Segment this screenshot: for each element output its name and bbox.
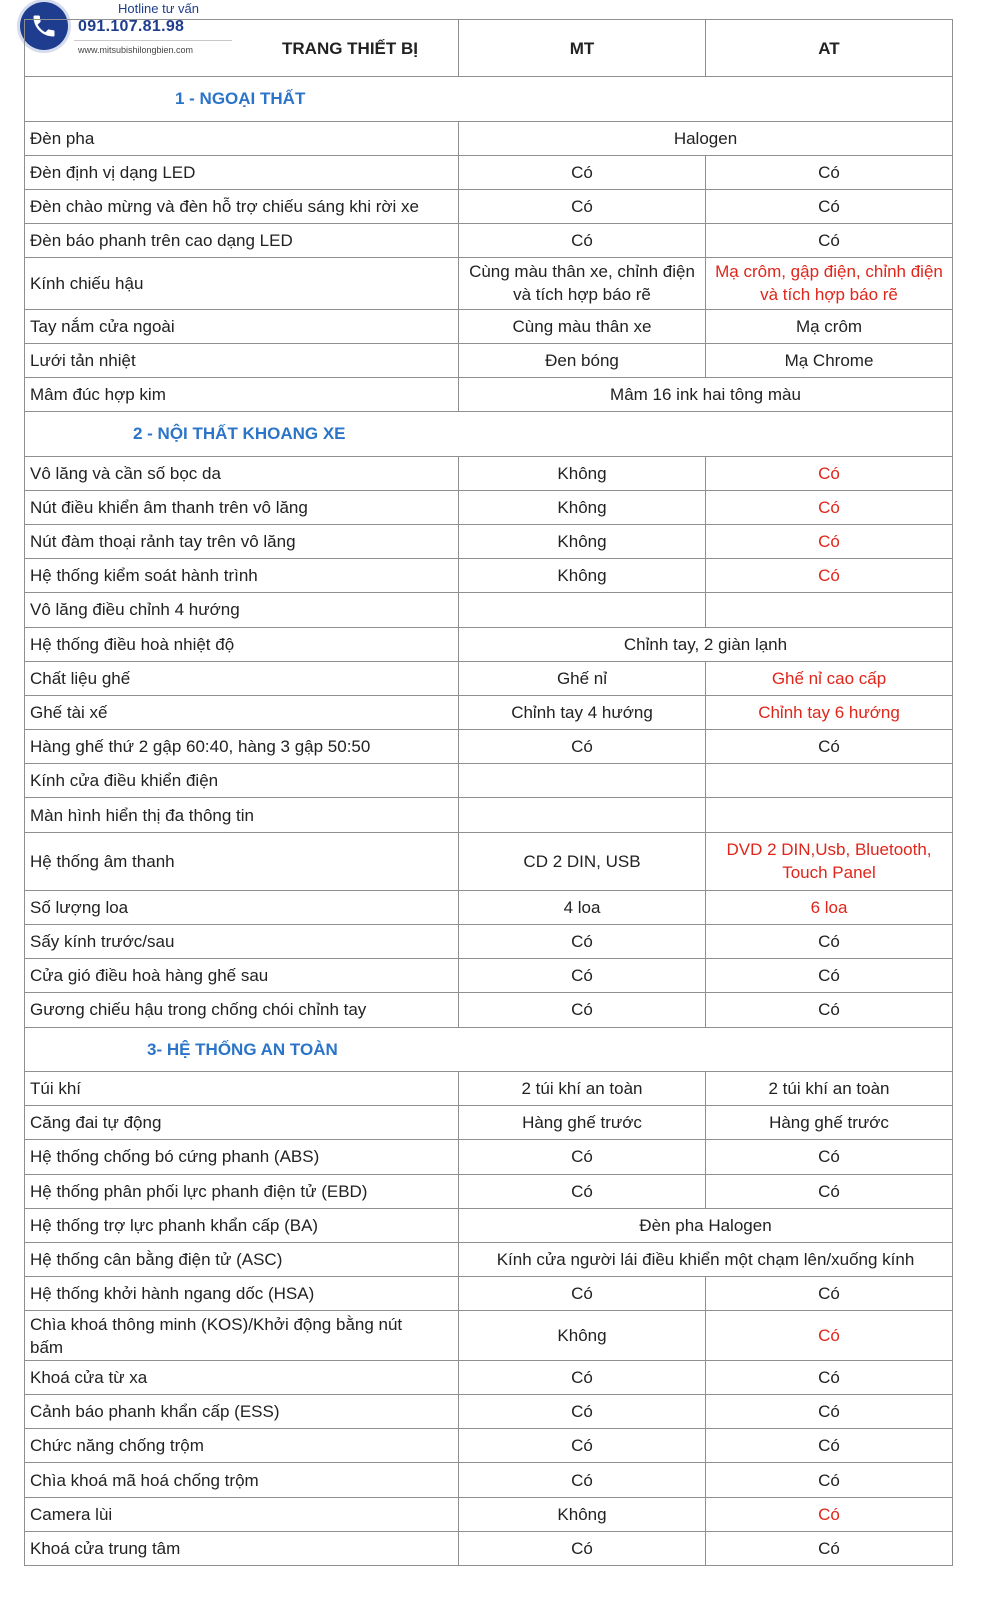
table-row [25,924,953,958]
feature-value-at: Có [706,524,953,558]
feature-value-at: Mạ crôm [706,309,953,343]
table-row [25,1106,953,1140]
feature-value-mt: Cùng màu thân xe [459,309,706,343]
table-row [25,224,953,258]
feature-value-mt: Không [459,1497,706,1531]
feature-name: Hệ thống điều hoà nhiệt độ [25,627,459,661]
feature-value-at: Có [706,224,953,258]
table-row [25,959,953,993]
section-row [25,1027,953,1072]
feature-value-mt: Có [459,1277,706,1311]
feature-name: Căng đai tự động [25,1106,459,1140]
feature-value-mt: Có [459,224,706,258]
feature-value-mt: Có [459,730,706,764]
feature-name: Lưới tản nhiệt [25,343,459,377]
feature-value-at: Có [706,1277,953,1311]
feature-name: Chìa khoá thông minh (KOS)/Khởi động bằng nút bấm [25,1311,459,1361]
feature-name: Hệ thống kiểm soát hành trình [25,559,459,593]
table-row [25,524,953,558]
feature-value-at: Có [706,1531,953,1565]
feature-name: Hàng ghế thứ 2 gập 60:40, hàng 3 gập 50:50 [25,730,459,764]
column-header-at: AT [706,20,953,77]
feature-value-mt: Không [459,456,706,490]
table-row [25,764,953,798]
table-row [25,1277,953,1311]
feature-value-both: Halogen [459,121,953,155]
feature-name: Hệ thống phân phối lực phanh điện tử (EBD) [25,1174,459,1208]
feature-value-at: Có [706,189,953,223]
feature-value-at: Ghế nỉ cao cấp [706,661,953,695]
table-row [25,798,953,832]
table-row [25,1242,953,1276]
feature-name: Nút đàm thoại rảnh tay trên vô lăng [25,524,459,558]
feature-name: Tay nắm cửa ngoài [25,309,459,343]
feature-name: Kính chiếu hậu [25,258,459,309]
section-title: 2 - NỘI THẤT KHOANG XE [25,412,953,457]
section-row [25,412,953,457]
feature-value-at: Có [706,1463,953,1497]
feature-value-at: Có [706,924,953,958]
feature-value-mt [459,593,706,627]
feature-value-at [706,593,953,627]
feature-value-at: Có [706,730,953,764]
feature-value-mt: Có [459,155,706,189]
feature-value-mt: Hàng ghế trước [459,1106,706,1140]
feature-name: Hệ thống khởi hành ngang dốc (HSA) [25,1277,459,1311]
table-row [25,377,953,411]
column-header-equipment: TRANG THIẾT BỊ [25,20,459,77]
table-row [25,593,953,627]
feature-value-at: Có [706,490,953,524]
feature-value-at: Chỉnh tay 6 hướng [706,695,953,729]
feature-name: Sấy kính trước/sau [25,924,459,958]
feature-value-mt: Không [459,524,706,558]
table-row [25,1208,953,1242]
table-row [25,559,953,593]
feature-value-mt: CD 2 DIN, USB [459,832,706,890]
table-row [25,309,953,343]
table-row [25,490,953,524]
feature-value-mt: Có [459,993,706,1027]
table-row [25,1463,953,1497]
feature-value-both: Mâm 16 ink hai tông màu [459,377,953,411]
section-row [25,77,953,122]
hotline-label: Hotline tư vấn [118,1,199,16]
table-row [25,1531,953,1565]
feature-value-mt: Có [459,1174,706,1208]
table-row [25,1395,953,1429]
table-row [25,661,953,695]
feature-value-at [706,764,953,798]
table-row [25,890,953,924]
table-row [25,730,953,764]
table-row [25,993,953,1027]
feature-name: Gương chiếu hậu trong chống chói chỉnh tay [25,993,459,1027]
feature-name: Màn hình hiển thị đa thông tin [25,798,459,832]
table-row [25,1140,953,1174]
feature-value-at: 6 loa [706,890,953,924]
table-row [25,627,953,661]
feature-value-mt: Không [459,490,706,524]
feature-value-mt: Không [459,559,706,593]
feature-value-mt: Có [459,1395,706,1429]
feature-value-both: Kính cửa người lái điều khiển một chạm lên/xuống kính [459,1242,953,1276]
feature-name: Chìa khoá mã hoá chống trộm [25,1463,459,1497]
feature-value-mt [459,764,706,798]
feature-name: Cửa gió điều hoà hàng ghế sau [25,959,459,993]
feature-name: Chức năng chống trộm [25,1429,459,1463]
feature-name: Đèn chào mừng và đèn hỗ trợ chiếu sáng khi rời xe [25,189,459,223]
feature-name: Túi khí [25,1072,459,1106]
hotline-website[interactable]: www.mitsubishilongbien.com [78,45,194,55]
feature-name: Vô lăng điều chỉnh 4 hướng [25,593,459,627]
feature-value-at: Có [706,559,953,593]
feature-name: Kính cửa điều khiển điện [25,764,459,798]
feature-name: Đèn báo phanh trên cao dạng LED [25,224,459,258]
column-header-mt: MT [459,20,706,77]
feature-name: Hệ thống chống bó cứng phanh (ABS) [25,1140,459,1174]
feature-name: Hệ thống âm thanh [25,832,459,890]
feature-value-at: Có [706,1311,953,1361]
feature-value-both: Chỉnh tay, 2 giàn lạnh [459,627,953,661]
feature-value-at: Có [706,1395,953,1429]
feature-value-at: Có [706,993,953,1027]
feature-value-at: DVD 2 DIN,Usb, Bluetooth, Touch Panel [706,832,953,890]
feature-name: Hệ thống cân bằng điện tử (ASC) [25,1242,459,1276]
feature-value-at: Hàng ghế trước [706,1106,953,1140]
feature-value-at: Có [706,456,953,490]
feature-value-at: Có [706,155,953,189]
feature-name: Mâm đúc hợp kim [25,377,459,411]
feature-name: Số lượng loa [25,890,459,924]
equipment-table [24,19,953,1566]
feature-value-at: Có [706,1497,953,1531]
feature-value-mt: Có [459,1429,706,1463]
feature-value-at: Có [706,1174,953,1208]
table-row [25,1497,953,1531]
feature-value-at: Có [706,1360,953,1394]
feature-value-mt: Có [459,189,706,223]
feature-value-at: Mạ Chrome [706,343,953,377]
feature-value-mt: 4 loa [459,890,706,924]
feature-value-both: Đèn pha Halogen [459,1208,953,1242]
table-row [25,121,953,155]
feature-name: Nút điều khiển âm thanh trên vô lăng [25,490,459,524]
table-row [25,1072,953,1106]
table-row [25,695,953,729]
feature-value-at: Mạ crôm, gập điện, chỉnh điện và tích hợp báo rẽ [706,258,953,309]
section-title: 1 - NGOẠI THẤT [25,77,953,122]
feature-value-mt: Có [459,1360,706,1394]
table-row [25,258,953,309]
feature-value-mt: Cùng màu thân xe, chỉnh điện và tích hợp báo rẽ [459,258,706,309]
feature-value-at: Có [706,959,953,993]
feature-name: Đèn định vị dạng LED [25,155,459,189]
feature-name: Khoá cửa từ xa [25,1360,459,1394]
table-header-row [25,20,953,77]
table-row [25,189,953,223]
feature-value-mt [459,798,706,832]
table-row [25,155,953,189]
table-row [25,456,953,490]
feature-value-mt: Ghế nỉ [459,661,706,695]
feature-value-mt: Có [459,1140,706,1174]
feature-name: Vô lăng và cần số bọc da [25,456,459,490]
feature-name: Khoá cửa trung tâm [25,1531,459,1565]
feature-value-at [706,798,953,832]
feature-value-mt: 2 túi khí an toàn [459,1072,706,1106]
feature-value-mt: Chỉnh tay 4 hướng [459,695,706,729]
feature-value-at: 2 túi khí an toàn [706,1072,953,1106]
table-row [25,343,953,377]
feature-value-mt: Đen bóng [459,343,706,377]
feature-value-at: Có [706,1429,953,1463]
hotline-number[interactable]: 091.107.81.98 [78,18,185,35]
table-row [25,1311,953,1361]
table-row [25,1174,953,1208]
table-row [25,1360,953,1394]
feature-name: Cảnh báo phanh khẩn cấp (ESS) [25,1395,459,1429]
feature-name: Camera lùi [25,1497,459,1531]
table-row [25,832,953,890]
feature-value-mt: Có [459,959,706,993]
feature-name: Đèn pha [25,121,459,155]
feature-name: Chất liệu ghế [25,661,459,695]
section-title: 3- HỆ THỐNG AN TOÀN [25,1027,953,1072]
feature-value-mt: Có [459,1463,706,1497]
table-row [25,1429,953,1463]
feature-name: Hệ thống trợ lực phanh khẩn cấp (BA) [25,1208,459,1242]
feature-value-mt: Không [459,1311,706,1361]
feature-value-mt: Có [459,924,706,958]
feature-name: Ghế tài xế [25,695,459,729]
feature-value-at: Có [706,1140,953,1174]
feature-value-mt: Có [459,1531,706,1565]
